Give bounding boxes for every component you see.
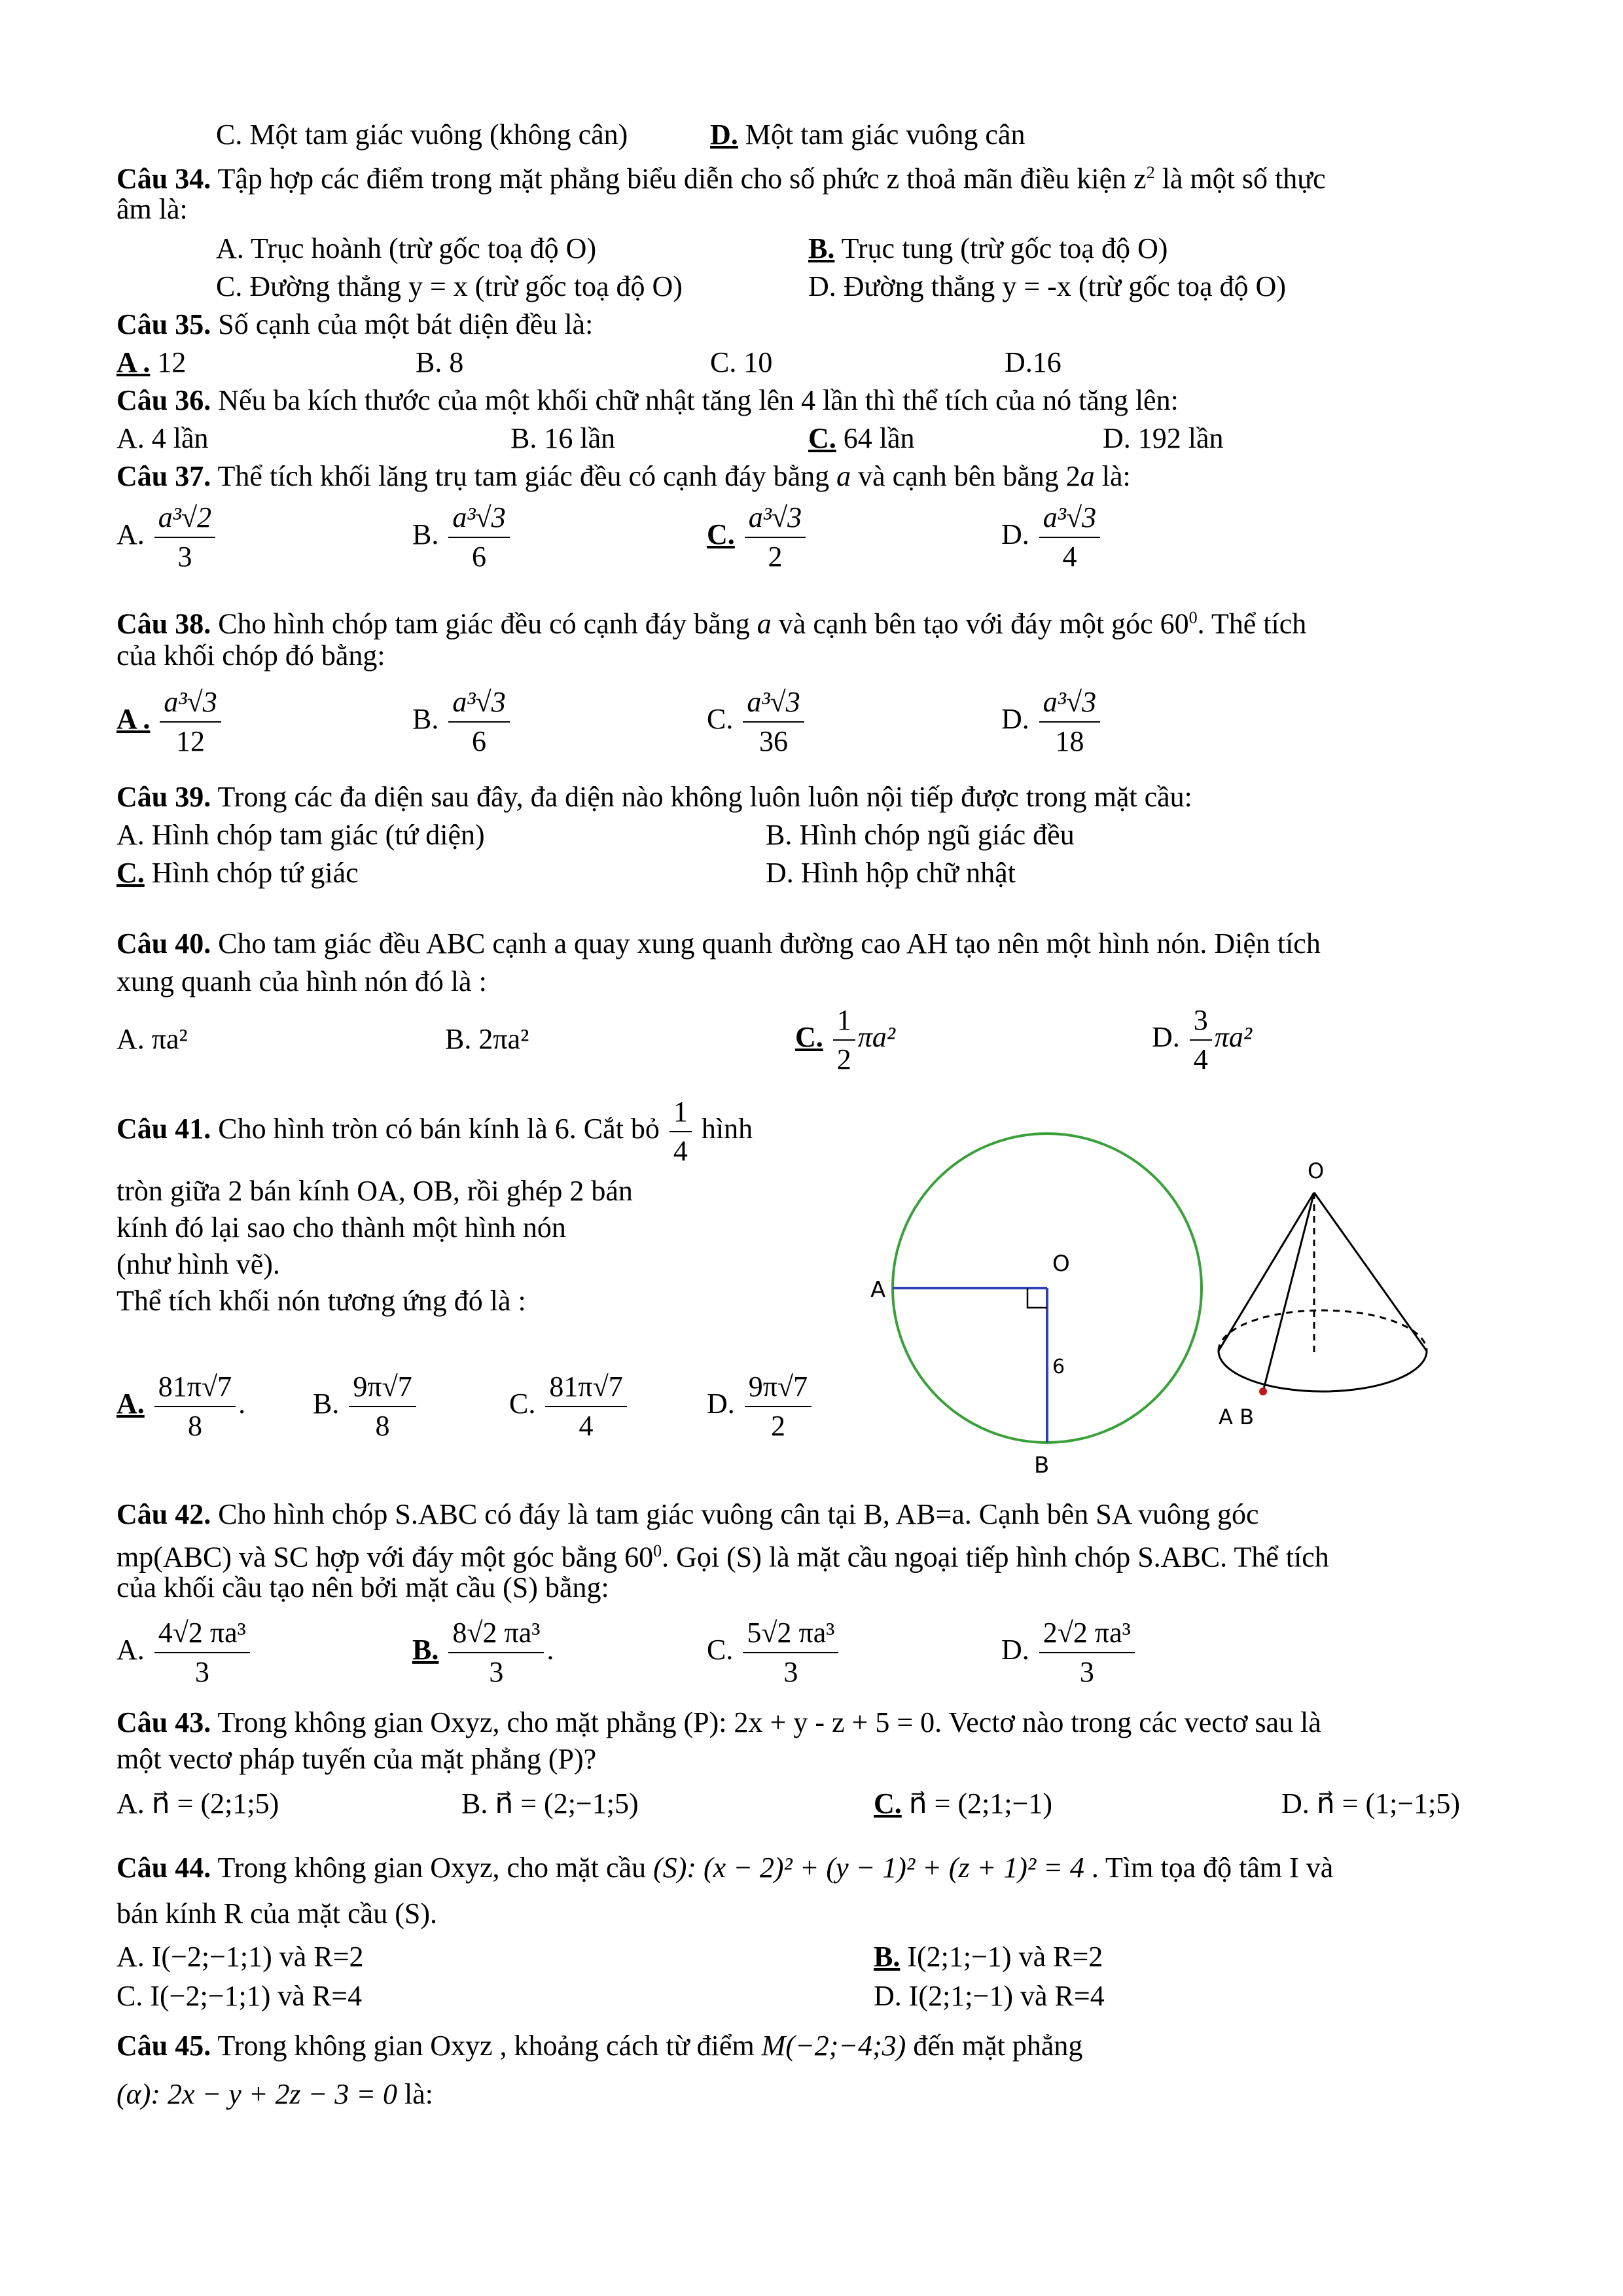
q43-question-cont: một vectơ pháp tuyến của mặt phẳng (P)? [116,1743,597,1775]
q33-option-c: C. Một tam giác vuông (không cân) [216,118,628,151]
q43-option-b: B. n⃗ = (2;−1;5) [461,1787,639,1820]
q34-question: Câu 34. Tập hợp các điểm trong mặt phẳng biểu diễn cho số phức z thoả mãn điều kiện $z^2$ là một số thực [116,162,1326,195]
q43-option-d: D. n⃗ = (1;−1;5) [1281,1787,1461,1820]
q39-option-c: C. Hình chóp tứ giác [116,857,359,889]
q41-option-b: B. $\frac{9\pi√7}{8}$ [313,1368,419,1445]
fraction: $\frac{\text{4√2 πa³}}{3}$ [154,1614,250,1691]
q41-question-line5: Thể tích khối nón tương ứng đó là : [116,1285,526,1317]
q36-option-d: D. 192 lần [1103,422,1224,454]
q34-option-a: A. Trục hoành (trừ gốc toạ độ O) [216,232,597,264]
label-a: A [870,1277,886,1303]
q43-option-a: A. n⃗ = (2;1;5) [116,1787,279,1820]
q40-option-b: B. 2πa² [445,1023,529,1055]
fraction: $\frac{3}{4}$ [1190,1001,1212,1079]
fraction: $\frac{\text{a³√3}}{2}$ [745,499,806,576]
q44-question-cont: bán kính R của mặt cầu (S). [116,1897,437,1929]
q35-option-b: B. 8 [416,346,464,378]
fraction: $\frac{1}{4}$ [669,1093,692,1170]
q37-option-d: D. $\frac{\text{a³√3}}{4}$ [1001,499,1103,576]
cone-seam [1263,1193,1314,1391]
q41-question-line2: tròn giữa 2 bán kính OA, OB, rồi ghép 2 bán [116,1175,633,1207]
q35-question: Câu 35. Số cạnh của một bát diện đều là: [116,308,594,340]
q37-option-c: C. $\frac{\text{a³√3}}{2}$ [707,499,808,576]
q39-option-d: D. Hình hộp chữ nhật [766,857,1016,889]
fraction: $\frac{9\pi√7}{2}$ [745,1368,812,1445]
q36-option-a: A. 4 lần [116,422,209,454]
q42-question-line3: của khối cầu tạo nên bởi mặt cầu (S) bằng: [116,1571,609,1604]
fraction: $\frac{81\pi√7}{4}$ [545,1368,626,1445]
q33-option-d: D. Một tam giác vuông cân [710,118,1026,151]
cone-edge-right [1314,1193,1427,1351]
q35-option-d: D.16 [1005,346,1061,378]
q36-option-b: B. 16 lần [510,422,616,454]
q42-option-a: A. $\frac{\text{4√2 πa³}}{3}$ [116,1614,253,1691]
cone-label-ab: A B [1219,1405,1255,1429]
q37-question: Câu 37. Thể tích khối lăng trụ tam giác đều có cạnh đáy bằng a và cạnh bên bằng 2a là: [116,460,1131,492]
right-angle-mark [1027,1288,1047,1308]
label-b: B [1034,1452,1050,1479]
fraction: $\frac{\text{a³√3}}{18}$ [1039,683,1100,761]
circle-figure [870,1134,1202,1479]
q44-option-c: C. I(−2;−1;1) và R=4 [116,1980,363,2012]
q37-option-b: B. $\frac{\text{a³√3}}{6}$ [412,499,512,576]
fraction: $\frac{1}{2}$ [833,1001,855,1079]
q42-question: Câu 42. Cho hình chóp S.ABC có đáy là tam giác vuông cân tại B, AB=a. Cạnh bên SA vuông góc [116,1498,1259,1530]
q44-question: Câu 44. Trong không gian Oxyz, cho mặt cầu (S): (x − 2)² + (y − 1)² + (z + 1)² = 4 . Tìm tọa độ tâm I và [116,1852,1334,1884]
q44-option-b: B. I(2;1;−1) và R=2 [874,1941,1103,1973]
q40-question-cont: xung quanh của hình nón đó là : [116,965,487,997]
q38-option-c: C. $\frac{\text{a³√3}}{36}$ [707,683,807,761]
fraction: $\frac{\text{a³√2}}{3}$ [154,499,215,576]
q41-option-a: A. $\frac{81\pi√7}{8}$ . [116,1368,245,1445]
fraction: $\frac{\text{5√2 πa³}}{3}$ [743,1614,838,1691]
fraction: $\frac{\text{a³√3}}{4}$ [1039,499,1100,576]
q38-option-a: A . $\frac{\text{a³√3}}{12}$ [116,683,224,761]
q45-question-cont: (α): 2x − y + 2z − 3 = 0 là: [116,2078,433,2110]
q38-option-b: B. $\frac{\text{a³√3}}{6}$ [412,683,512,761]
q42-question-line2: mp(ABC) và SC hợp với đáy một góc bằng $60^0$. Gọi (S) là mặt cầu ngoại tiếp hình chóp S.ABC. Thể tích [116,1541,1329,1573]
cone-base-back [1219,1310,1427,1351]
q37-option-a: A. $\frac{\text{a³√2}}{3}$ [116,499,218,576]
fraction: $\frac{81\pi√7}{8}$ [154,1368,236,1445]
q38-option-d: D. $\frac{\text{a³√3}}{18}$ [1001,683,1103,761]
q42-option-c: C. $\frac{\text{5√2 πa³}}{3}$ [707,1614,841,1691]
cone-figure [1219,1158,1427,1429]
q34-option-d: D. Đường thẳng y = -x (trừ gốc toạ độ O) [808,270,1286,302]
q42-option-d: D. $\frac{\text{2√2 πa³}}{3}$ [1001,1614,1137,1691]
cone-point-ab [1259,1388,1267,1395]
q33-options [216,117,628,153]
q36-question: Câu 36. Nếu ba kích thước của một khối chữ nhật tăng lên 4 lần thì thể tích của nó tăng lên: [116,384,1179,416]
q38-question: Câu 38. Cho hình chóp tam giác đều có cạnh đáy bằng a và cạnh bên tạo với đáy một góc $60^0$. Thể tích [116,607,1307,640]
q39-option-a: A. Hình chóp tam giác (tứ diện) [116,819,485,851]
q43-question: Câu 43. Trong không gian Oxyz, cho mặt phẳng (P): 2x + y - z + 5 = 0. Vectơ nào trong các vectơ sau là [116,1706,1321,1738]
fraction: $\frac{\text{a³√3}}{6}$ [448,683,509,761]
q41-option-c: C. $\frac{81\pi√7}{4}$ [509,1368,630,1445]
circle-outline [893,1134,1202,1443]
fraction: $\frac{\text{a³√3}}{36}$ [743,683,804,761]
fraction: $\frac{\text{a³√3}}{6}$ [448,499,509,576]
q35-option-c: C. 10 [710,346,773,378]
fraction: $\frac{\text{8√2 πa³}}{3}$ [448,1614,544,1691]
fraction: $\frac{\text{a³√3}}{12}$ [160,683,221,761]
label-o: O [1052,1251,1070,1277]
q44-option-d: D. I(2;1;−1) và R=4 [874,1980,1105,2012]
cone-base-front [1219,1351,1427,1391]
q41-option-d: D. $\frac{9\pi√7}{2}$ [707,1368,814,1445]
q39-question: Câu 39. Trong các đa diện sau đây, đa diện nào không luôn luôn nội tiếp được trong mặt cầu: [116,781,1192,813]
cone-label-o: O [1308,1158,1325,1183]
q40-option-a: A. πa² [116,1023,188,1055]
q41-question-line4: (như hình vẽ). [116,1248,280,1280]
q34-option-b: B. Trục tung (trừ gốc toạ độ O) [808,232,1168,264]
q41-question: Câu 41. Cho hình tròn có bán kính là 6. Cắt bỏ $\frac{1}{4}$ hình [116,1093,753,1170]
q39-option-b: B. Hình chóp ngũ giác đều [766,819,1075,851]
fraction: $\frac{9\pi√7}{8}$ [349,1368,416,1445]
q34-option-c: C. Đường thẳng y = x (trừ gốc toạ độ O) [216,270,683,302]
q45-question: Câu 45. Trong không gian Oxyz , khoảng cách từ điểm M(−2;−4;3) đến mặt phẳng [116,2030,1083,2062]
fraction: $\frac{\text{2√2 πa³}}{3}$ [1039,1614,1135,1691]
cone-edge-left [1219,1193,1314,1351]
q43-option-c: C. n⃗ = (2;1;−1) [874,1787,1053,1820]
q36-option-c: C. 64 lần [808,422,915,454]
q40-option-c: C. $\frac{1}{2}$ πa² [795,1001,895,1079]
label-radius-6: 6 [1052,1355,1065,1378]
q40-option-d: D. $\frac{3}{4}$ πa² [1152,1001,1252,1079]
q34-question-cont: âm là: [116,193,188,225]
q42-option-b: B. $\frac{\text{8√2 πa³}}{3}$ . [412,1614,554,1691]
q40-question: Câu 40. Cho tam giác đều ABC cạnh a quay xung quanh đường cao AH tạo nên một hình nón. Diện tích [116,927,1321,960]
q44-option-a: A. I(−2;−1;1) và R=2 [116,1941,364,1973]
q41-question-line3: kính đó lại sao cho thành một hình nón [116,1211,566,1244]
q35-option-a: A . 12 [116,346,187,378]
q38-question-cont: của khối chóp đó bằng: [116,639,385,672]
